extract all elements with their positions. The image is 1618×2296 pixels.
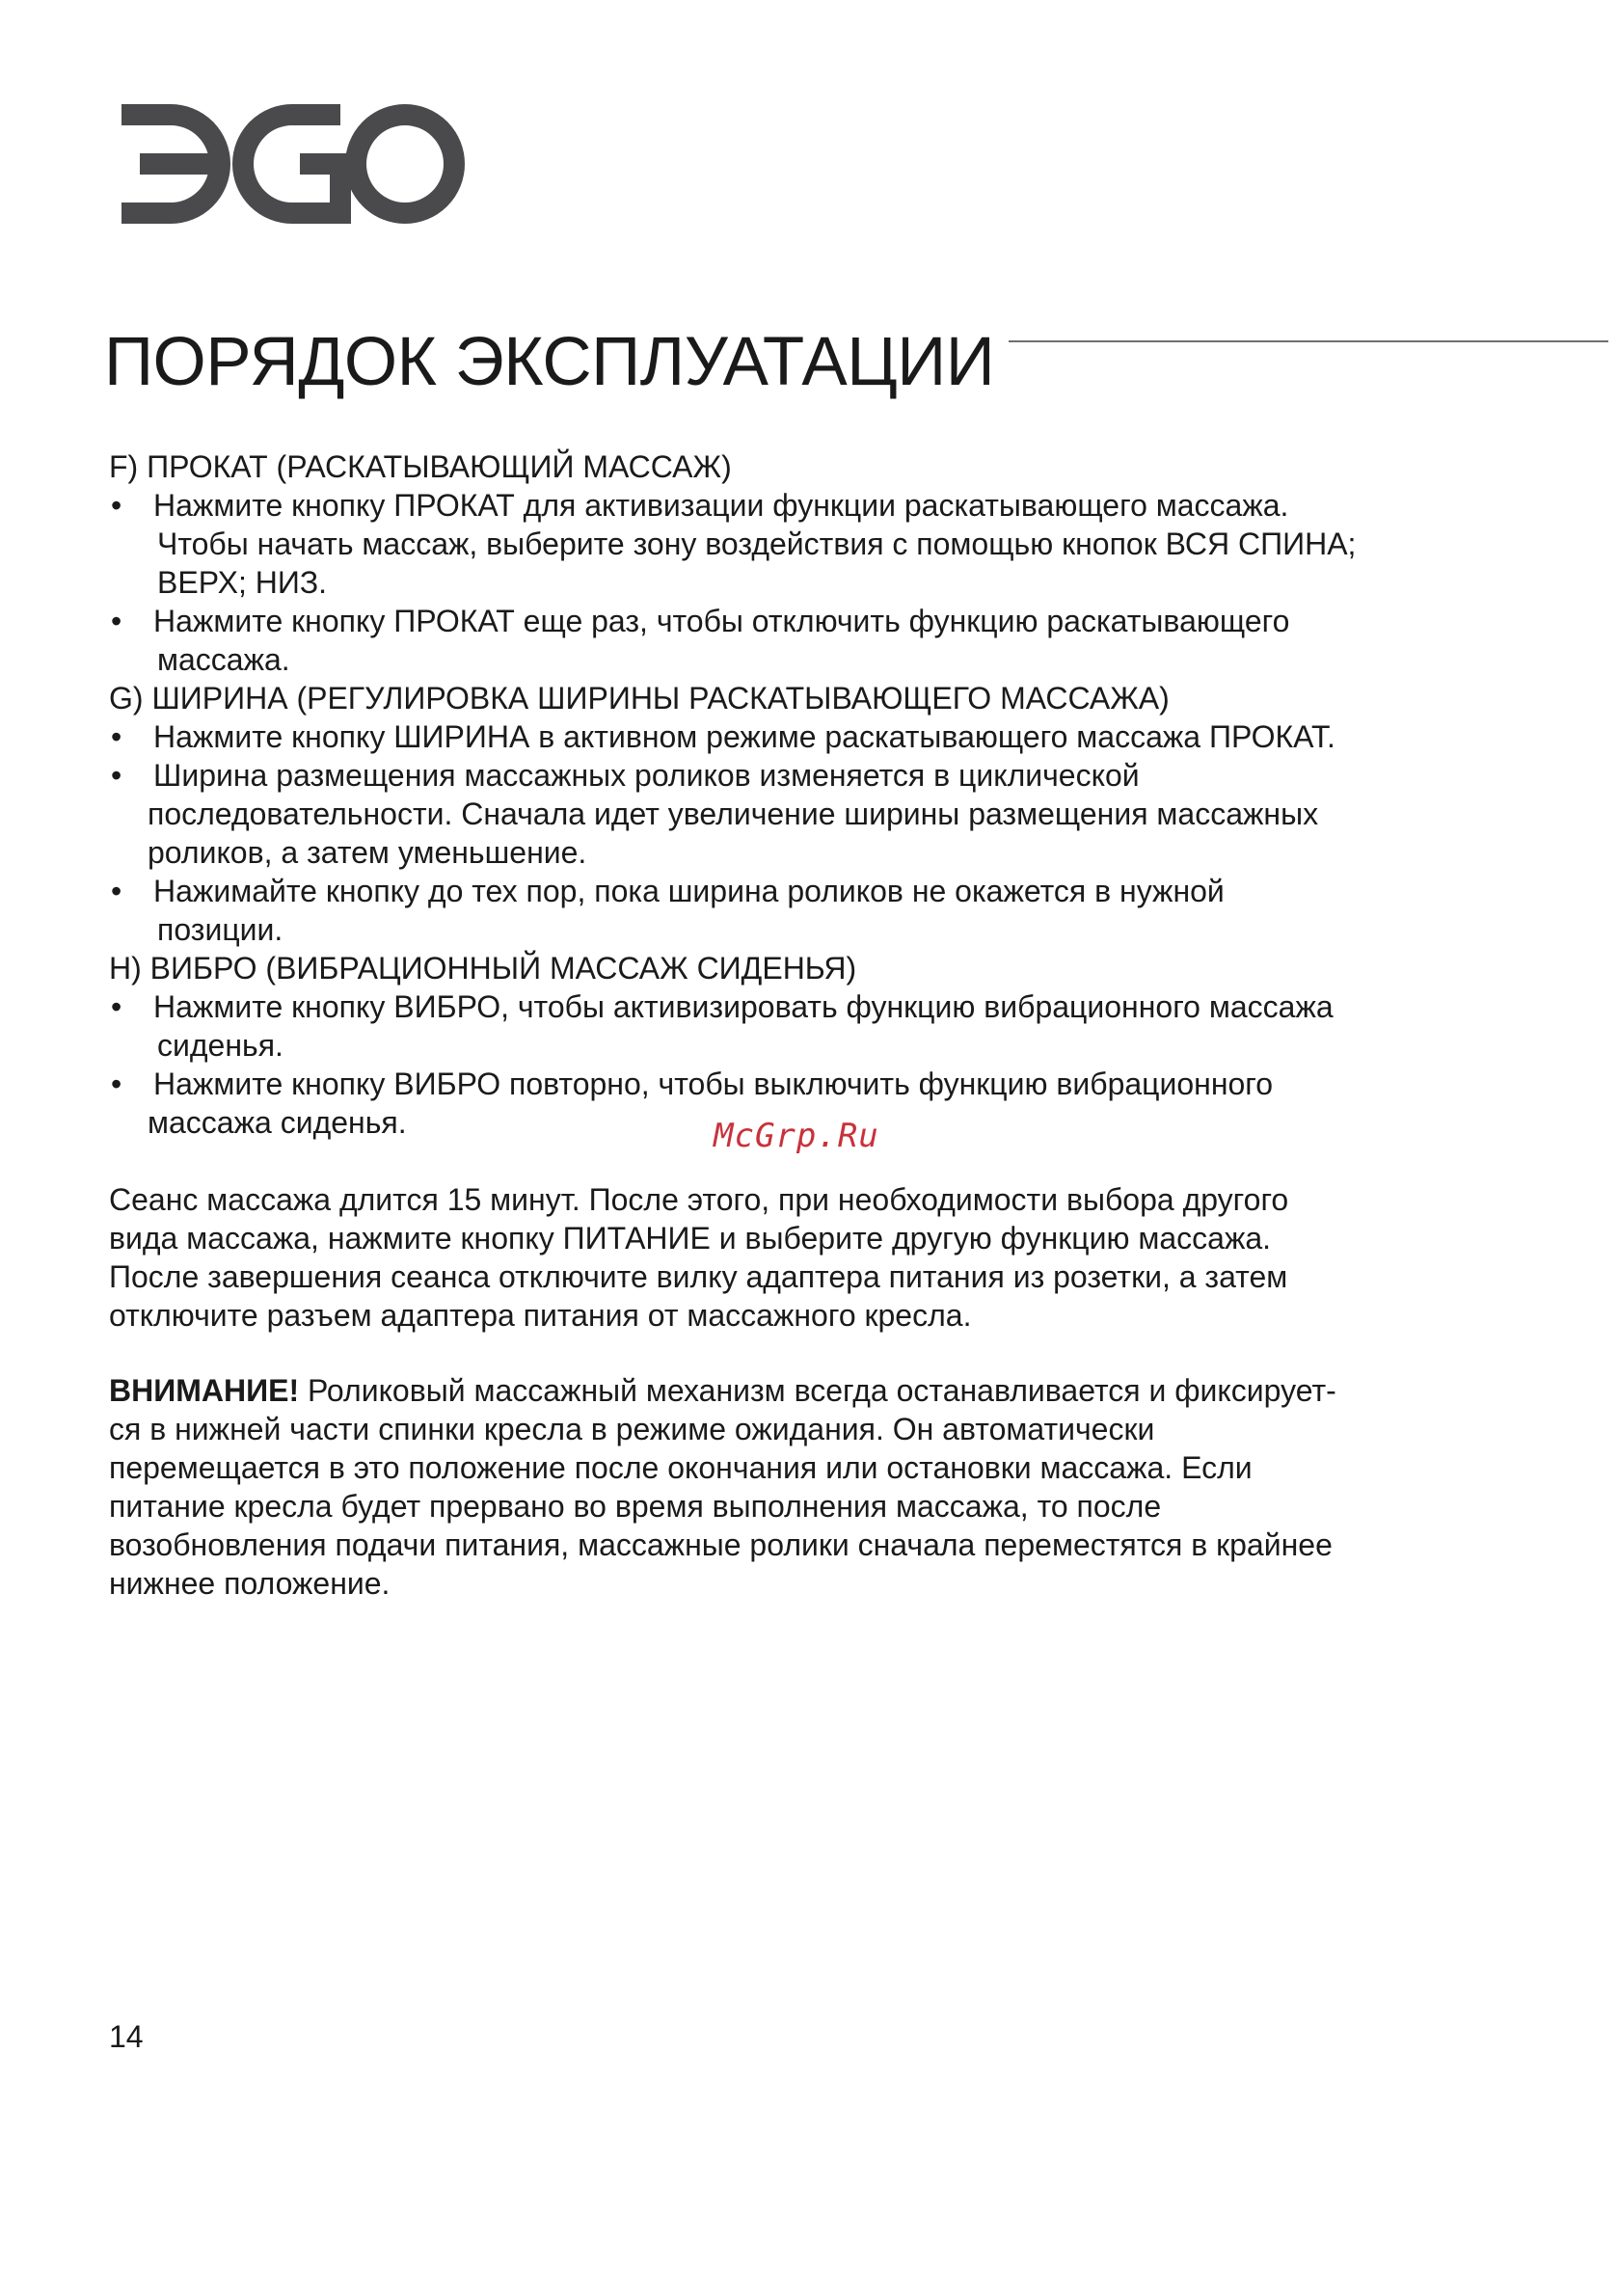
list-item-continuation: последовательности. Сначала идет увеличение ширины размещения массажных — [148, 797, 1319, 831]
paragraph-line: Сеанс массажа длится 15 минут. После этого, при необходимости выбора другого — [109, 1182, 1289, 1217]
paragraph-line: возобновления подачи питания, массажные ролики сначала переместятся в крайнее — [109, 1527, 1333, 1562]
bullet: • — [111, 758, 122, 793]
list-item-continuation: ВЕРХ; НИЗ. — [157, 565, 328, 600]
warning-paragraph — [109, 1371, 1517, 1603]
ego-logo-icon — [111, 104, 468, 224]
bullet: • — [111, 874, 122, 908]
list-item-continuation: сиденья. — [157, 1028, 283, 1063]
paragraph-line: отключите разъем адаптера питания от массажного кресла. — [109, 1298, 972, 1333]
bullet: • — [111, 604, 122, 638]
list-item: • Нажмите кнопку ВИБРО повторно, чтобы выключить функцию вибрационного — [111, 1067, 1274, 1101]
list-item-continuation: массажа сиденья. — [148, 1105, 407, 1140]
list-item: • Нажмите кнопку ШИРИНА в активном режиме раскатывающего массажа ПРОКАТ. — [111, 719, 1335, 754]
list-item: • Нажмите кнопку ВИБРО, чтобы активизировать функцию вибрационного массажа — [111, 989, 1334, 1024]
warning-label: ВНИМАНИЕ! — [109, 1373, 300, 1408]
bullet: • — [111, 1067, 122, 1101]
title-divider — [1009, 340, 1608, 342]
list-item: • Ширина размещения массажных роликов изменяется в циклической — [111, 758, 1140, 793]
paragraph-line: После завершения сеанса отключите вилку адаптера питания из розетки, а затем — [109, 1259, 1288, 1294]
list-item-continuation: массажа. — [157, 642, 290, 677]
list-item-continuation: Чтобы начать массаж, выберите зону воздействия с помощью кнопок ВСЯ СПИНА; — [157, 527, 1357, 561]
paragraph-line: нижнее положение. — [109, 1566, 391, 1601]
instructions-body — [109, 447, 1497, 1142]
paragraph-line: ВНИМАНИЕ! Роликовый массажный механизм всегда останавливается и фиксирует- — [109, 1373, 1336, 1408]
page-number: 14 — [109, 2019, 144, 2054]
section-heading-h: H) ВИБРО (ВИБРАЦИОННЫЙ МАССАЖ СИДЕНЬЯ) — [109, 951, 857, 986]
bullet: • — [111, 719, 122, 754]
brand-logo — [111, 104, 468, 224]
bullet: • — [111, 488, 122, 523]
list-item: • Нажмите кнопку ПРОКАТ еще раз, чтобы отключить функцию раскатывающего — [111, 604, 1290, 638]
watermark-link[interactable]: McGrp.Ru — [714, 1117, 879, 1155]
paragraph-line: питание кресла будет прервано во время выполнения массажа, то после — [109, 1489, 1162, 1524]
session-paragraph — [109, 1180, 1517, 1335]
list-item-continuation: позиции. — [157, 912, 283, 947]
paragraph-line: ся в нижней части спинки кресла в режиме ожидания. Он автоматически — [109, 1412, 1155, 1446]
paragraph-line: вида массажа, нажмите кнопку ПИТАНИЕ и выберите другую функцию массажа. — [109, 1221, 1272, 1256]
list-item: • Нажимайте кнопку до тех пор, пока ширина роликов не окажется в нужной — [111, 874, 1225, 908]
page-title: ПОРЯДОК ЭКСПЛУАТАЦИИ — [104, 323, 995, 400]
paragraph-line: перемещается в это положение после окончания или остановки массажа. Если — [109, 1450, 1253, 1485]
page-header — [104, 278, 1608, 400]
section-heading-g: G) ШИРИНА (РЕГУЛИРОВКА ШИРИНЫ РАСКАТЫВАЮЩЕГО МАССАЖА) — [109, 681, 1170, 716]
list-item-continuation: роликов, а затем уменьшение. — [148, 835, 587, 870]
list-item: • Нажмите кнопку ПРОКАТ для активизации функции раскатывающего массажа. — [111, 488, 1289, 523]
section-heading-f: F) ПРОКАТ (РАСКАТЫВАЮЩИЙ МАССАЖ) — [109, 449, 732, 484]
bullet: • — [111, 989, 122, 1024]
